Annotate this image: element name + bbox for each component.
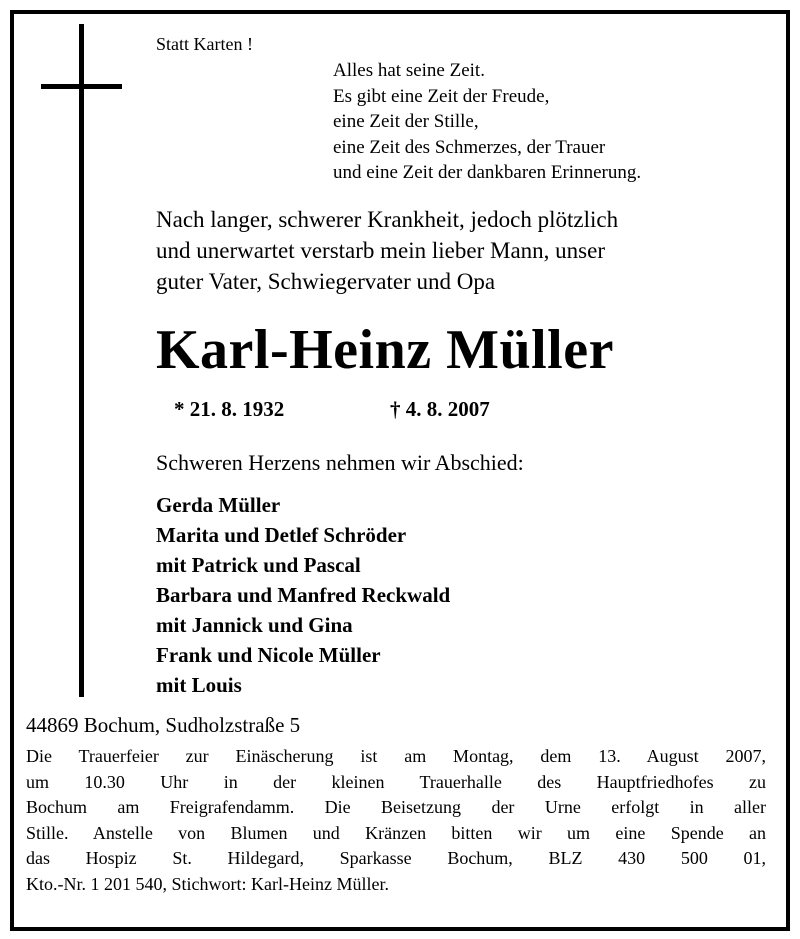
mourner: Barbara und Manfred Reckwald bbox=[156, 583, 451, 607]
mourners-list bbox=[156, 490, 450, 700]
mourner: mit Louis bbox=[156, 673, 242, 697]
funeral-line: Kto.-Nr. 1 201 540, Stichwort: Karl-Heinz Müller. bbox=[26, 873, 389, 894]
funeral-line: Bochum am Freigrafendamm. Die Beisetzung der Urne erfolgt in aller bbox=[26, 797, 766, 818]
funeral-line: Stille. Anstelle von Blumen und Kränzen bitten wir um eine Spende an bbox=[26, 822, 766, 843]
poem-line: eine Zeit der Stille, bbox=[333, 111, 479, 132]
funeral-line: Die Trauerfeier zur Einäscherung ist am Montag, dem 13. August 2007, bbox=[26, 746, 766, 766]
intro-line: und unerwartet verstarb mein lieber Mann, unser bbox=[156, 238, 605, 263]
poem-line: und eine Zeit der dankbaren Erinnerung. bbox=[333, 162, 642, 183]
funeral-line: um 10.30 Uhr in der kleinen Trauerhalle des Hauptfriedhofes zu bbox=[26, 771, 766, 792]
poem-line: eine Zeit des Schmerzes, der Trauer bbox=[333, 136, 606, 158]
mourner: Frank und Nicole Müller bbox=[156, 643, 381, 667]
poem bbox=[333, 58, 641, 186]
birth-date: * 21. 8. 1932 bbox=[174, 397, 285, 421]
mourner: mit Patrick und Pascal bbox=[156, 553, 361, 577]
death-date: † 4. 8. 2007 bbox=[390, 397, 490, 421]
poem-line: Alles hat seine Zeit. bbox=[333, 60, 485, 81]
cross-icon-bar bbox=[41, 84, 122, 89]
cross-icon bbox=[79, 24, 84, 697]
address: 44869 Bochum, Sudholzstraße 5 bbox=[26, 713, 301, 737]
funeral-details bbox=[26, 744, 766, 898]
intro-text bbox=[156, 204, 618, 297]
farewell-line: Schweren Herzens nehmen wir Abschied: bbox=[156, 450, 524, 475]
funeral-line: das Hospiz St. Hildegard, Sparkasse Bochum, BLZ 430 500 01, bbox=[26, 848, 766, 869]
mourner: Gerda Müller bbox=[156, 493, 281, 517]
intro-line: guter Vater, Schwiegervater und Opa bbox=[156, 269, 496, 294]
salutation: Statt Karten ! bbox=[156, 34, 253, 54]
mourner: mit Jannick und Gina bbox=[156, 613, 353, 637]
intro-line: Nach langer, schwerer Krankheit, jedoch plötzlich bbox=[156, 207, 619, 232]
poem-line: Es gibt eine Zeit der Freude, bbox=[333, 85, 550, 107]
mourner: Marita und Detlef Schröder bbox=[156, 523, 407, 547]
deceased-name: Karl-Heinz Müller bbox=[156, 319, 614, 381]
